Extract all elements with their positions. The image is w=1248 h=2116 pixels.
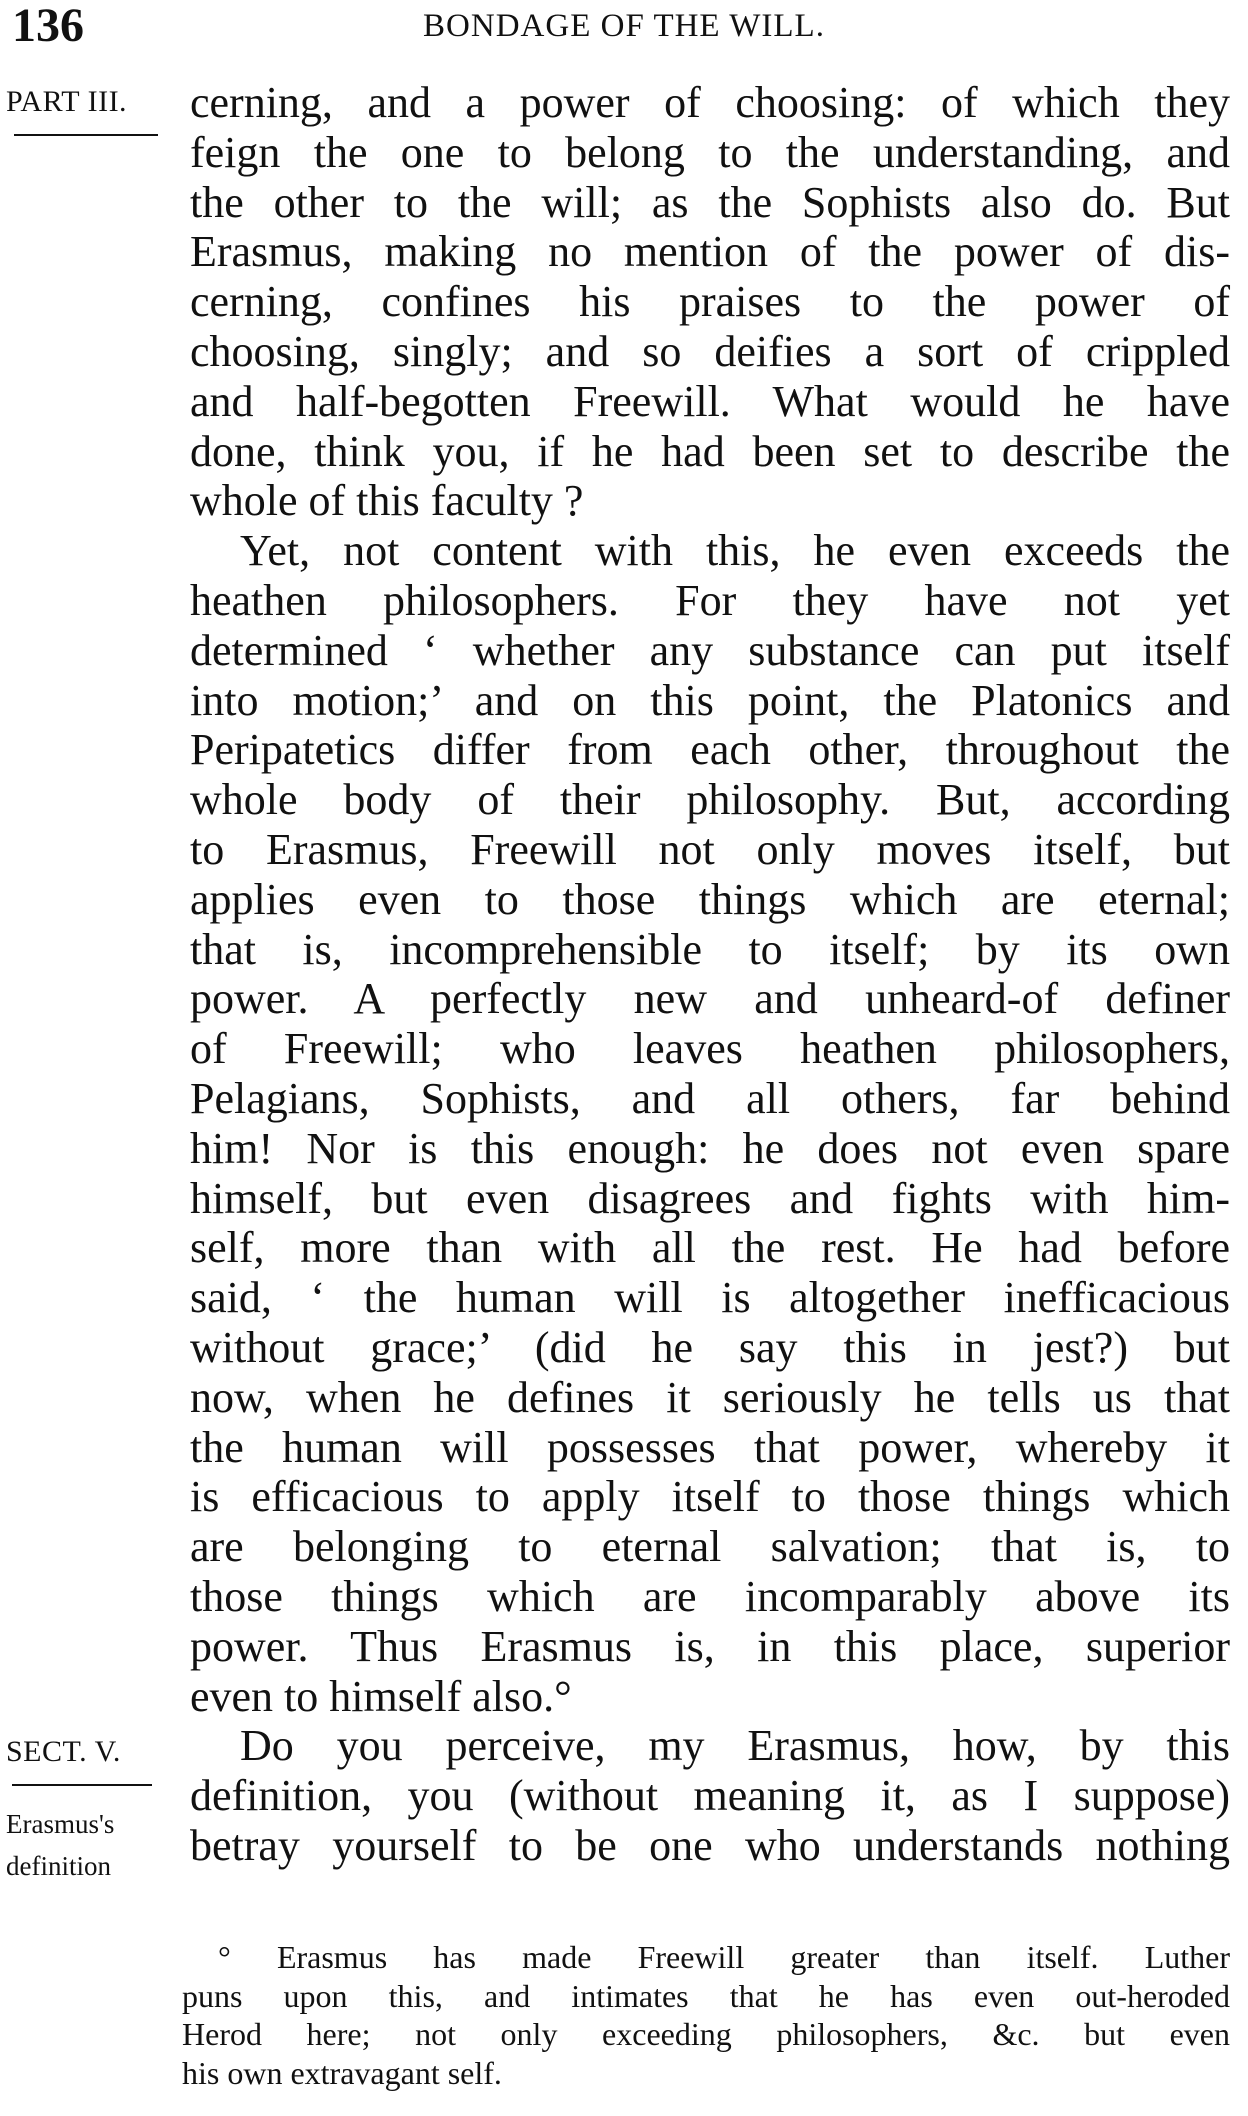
body-line: power. Thus Erasmus is, in this place, superior bbox=[190, 1621, 1230, 1671]
body-line: whole of this faculty ? bbox=[190, 476, 584, 526]
margin-sect-rule bbox=[12, 1784, 152, 1786]
body-line: even to himself also.° bbox=[190, 1671, 572, 1721]
body-line: cerning, and a power of choosing: of which they bbox=[190, 78, 1230, 127]
body-line: of Freewill; who leaves heathen philosophers, bbox=[190, 1024, 1230, 1074]
footnote-line: Herod here; not only exceeding philosophers, &c. but even bbox=[182, 2016, 1230, 2052]
body-line: himself, but even disagrees and fights with him- bbox=[190, 1173, 1230, 1223]
margin-part-label: PART III. bbox=[6, 85, 128, 118]
footnote-line: puns upon this, and intimates that he has even out-heroded bbox=[182, 1977, 1230, 2014]
body-line: self, more than with all the rest. He had before bbox=[190, 1223, 1230, 1273]
body-line: Yet, not content with this, he even exceeds the bbox=[240, 526, 1230, 576]
body-line: without grace;’ (did he say this in jest?) but bbox=[190, 1322, 1230, 1372]
body-line: are belonging to eternal salvation; that is, to bbox=[190, 1522, 1230, 1572]
body-line: whole body of their philosophy. But, according bbox=[190, 775, 1230, 825]
page-number: 136 bbox=[12, 0, 84, 52]
body-line: Peripatetics differ from each other, throughout the bbox=[190, 725, 1230, 775]
body-line: Do you perceive, my Erasmus, how, by this bbox=[240, 1721, 1230, 1771]
body-line: Pelagians, Sophists, and all others, far behind bbox=[190, 1073, 1230, 1123]
body-line: determined ‘ whether any substance can put itself bbox=[190, 625, 1230, 675]
margin-note-line1: Erasmus's bbox=[6, 1809, 115, 1839]
body-line: the human will possesses that power, whereby it bbox=[190, 1422, 1230, 1472]
body-line: him! Nor is this enough: he does not even spare bbox=[190, 1123, 1230, 1173]
body-text bbox=[190, 78, 1230, 1871]
body-line: definition, you (without meaning it, as I suppose) bbox=[190, 1771, 1230, 1821]
body-line: feign the one to belong to the understanding, and bbox=[190, 127, 1230, 177]
body-line: Erasmus, making no mention of the power of dis- bbox=[190, 227, 1230, 277]
body-line: betray yourself to be one who understands nothing bbox=[190, 1820, 1230, 1870]
body-line: power. A perfectly new and unheard-of definer bbox=[190, 974, 1230, 1024]
footnote bbox=[182, 1938, 1230, 2092]
body-line: choosing, singly; and so deifies a sort of crippled bbox=[190, 326, 1230, 376]
body-line: applies even to those things which are eternal; bbox=[190, 874, 1230, 924]
running-title: BONDAGE OF THE WILL. bbox=[423, 8, 825, 44]
margin-note-line2: definition bbox=[6, 1851, 111, 1881]
body-line: and half-begotten Freewill. What would he have bbox=[190, 376, 1230, 426]
body-line: done, think you, if he had been set to describe the bbox=[190, 426, 1230, 476]
body-line: into motion;’ and on this point, the Platonics and bbox=[190, 675, 1230, 725]
body-line: is efficacious to apply itself to those things which bbox=[190, 1472, 1230, 1522]
body-line: the other to the will; as the Sophists also do. But bbox=[190, 177, 1230, 227]
footnote-line: ° Erasmus has made Freewill greater than itself. Luther bbox=[218, 1939, 1230, 1975]
margin-part-rule bbox=[14, 134, 158, 136]
body-line: to Erasmus, Freewill not only moves itself, but bbox=[190, 824, 1230, 874]
body-line: heathen philosophers. For they have not yet bbox=[190, 575, 1230, 625]
body-line: cerning, confines his praises to the power of bbox=[190, 277, 1230, 327]
body-line: now, when he defines it seriously he tells us that bbox=[190, 1372, 1230, 1422]
footnote-line: his own extravagant self. bbox=[182, 2054, 502, 2091]
body-line: that is, incomprehensible to itself; by its own bbox=[190, 924, 1230, 974]
margin-sect-label: SECT. V. bbox=[6, 1735, 121, 1768]
body-line: those things which are incomparably above its bbox=[190, 1571, 1230, 1621]
body-line: said, ‘ the human will is altogether inefficacious bbox=[190, 1273, 1230, 1323]
